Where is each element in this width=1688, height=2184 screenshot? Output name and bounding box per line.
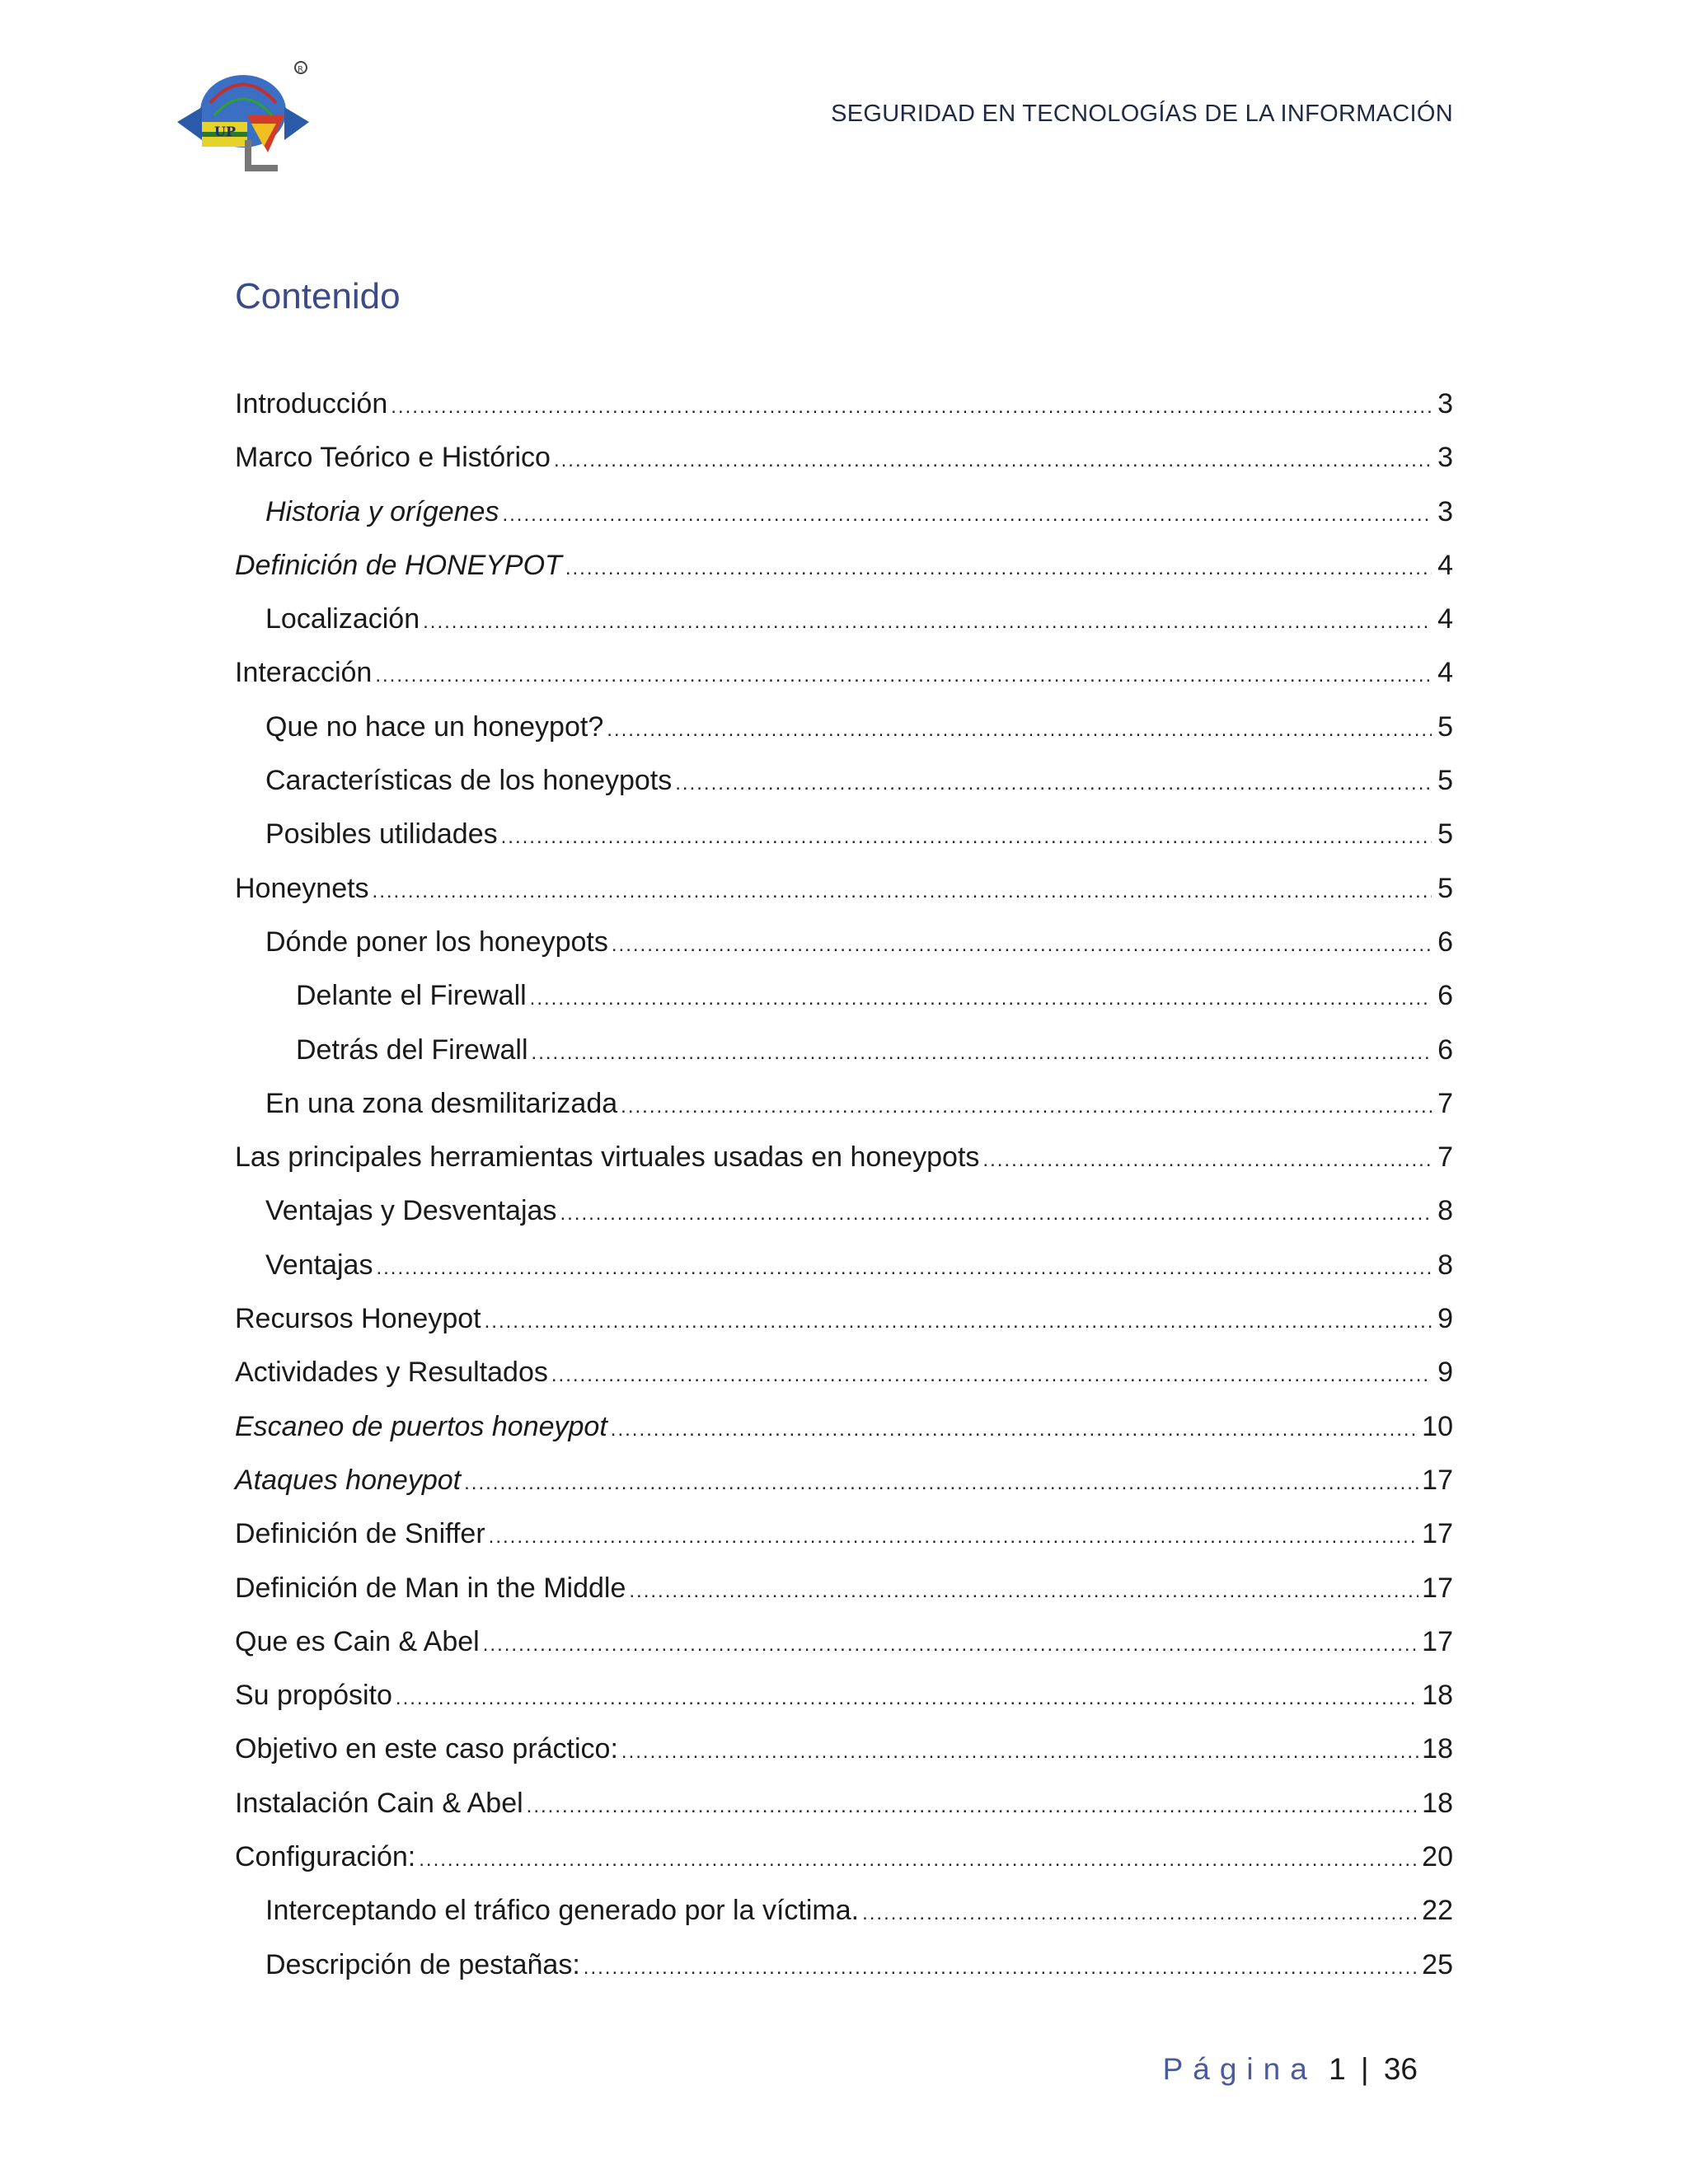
toc-entry-page[interactable]: 8 <box>1437 1249 1453 1281</box>
university-logo-icon <box>169 58 321 173</box>
toc-entry-title[interactable]: Delante el Firewall <box>296 980 527 1012</box>
toc-dot-leader <box>375 653 1432 699</box>
toc-entry-title[interactable]: Definición de Sniffer <box>235 1518 485 1550</box>
svg-text:R: R <box>298 65 303 74</box>
toc-dot-leader <box>489 1514 1419 1560</box>
toc-entry-title[interactable]: Detrás del Firewall <box>296 1033 528 1066</box>
toc-entry[interactable] <box>235 434 1453 488</box>
toc-entry[interactable] <box>235 1188 1453 1241</box>
toc-entry[interactable] <box>235 542 1453 596</box>
toc-entry-title[interactable]: Su propósito <box>235 1680 392 1712</box>
toc-entry-title[interactable]: Introducción <box>235 388 388 419</box>
toc-dot-leader <box>551 1352 1432 1399</box>
toc-entry-page[interactable]: 18 <box>1422 1787 1453 1819</box>
toc-entry-page[interactable]: 22 <box>1422 1895 1453 1927</box>
toc-entry-title[interactable]: Ventajas <box>265 1249 373 1281</box>
toc-entry-page[interactable]: 18 <box>1422 1733 1453 1765</box>
toc-entry-page[interactable]: 3 <box>1437 495 1453 527</box>
toc-dot-leader <box>532 1030 1432 1076</box>
toc-dot-leader <box>530 976 1432 1022</box>
toc-entry-title[interactable]: Escaneo de puertos honeypot <box>235 1410 607 1442</box>
toc-entry-title[interactable]: Definición de HONEYPOT <box>235 549 562 581</box>
toc-entry-title[interactable]: Definición de Man in the Middle <box>235 1572 626 1604</box>
toc-dot-leader <box>502 492 1432 538</box>
toc-entry[interactable] <box>235 1780 1453 1834</box>
toc-entry[interactable] <box>235 1080 1453 1134</box>
toc-entry-title[interactable]: Localización <box>265 603 420 635</box>
toc-entry-page[interactable]: 17 <box>1422 1518 1453 1550</box>
toc-entry[interactable] <box>235 596 1453 649</box>
toc-dot-leader <box>554 438 1432 484</box>
page-footer <box>1163 2052 1418 2087</box>
toc-entry[interactable] <box>235 1942 1453 1995</box>
toc-entry-page[interactable]: 5 <box>1437 710 1453 743</box>
footer-separator: | <box>1360 2052 1369 2086</box>
toc-entry[interactable] <box>235 1027 1453 1080</box>
toc-dot-leader <box>396 1675 1418 1722</box>
toc-entry[interactable] <box>235 1457 1453 1511</box>
toc-entry-title[interactable]: Descripción de pestañas: <box>265 1948 580 1980</box>
toc-entry-page[interactable]: 9 <box>1437 1303 1453 1335</box>
toc-entry-title[interactable]: Configuración: <box>235 1841 416 1873</box>
toc-entry-title[interactable]: Instalación Cain & Abel <box>235 1787 523 1819</box>
toc-entry-page[interactable]: 7 <box>1437 1141 1453 1174</box>
toc-dot-leader <box>485 1299 1432 1345</box>
toc-entry[interactable] <box>235 1134 1453 1188</box>
toc-entry-page[interactable]: 6 <box>1437 980 1453 1012</box>
toc-dot-leader <box>373 869 1432 915</box>
toc-entry-title[interactable]: Historia y orígenes <box>265 495 499 527</box>
toc-heading: Contenido <box>235 276 401 316</box>
toc-entry-page[interactable]: 5 <box>1437 818 1453 851</box>
toc-dot-leader <box>611 1407 1418 1453</box>
svg-text:UP: UP <box>214 124 236 139</box>
footer-total-pages: 36 <box>1383 2052 1418 2086</box>
toc-entry[interactable] <box>235 757 1453 811</box>
toc-entry-title[interactable]: Ataques honeypot <box>235 1464 462 1496</box>
toc-dot-leader <box>982 1137 1432 1183</box>
toc-entry-page[interactable]: 17 <box>1422 1464 1453 1496</box>
toc-entry[interactable] <box>235 865 1453 919</box>
toc-entry-page[interactable]: 5 <box>1437 872 1453 904</box>
toc-dot-leader <box>419 1837 1418 1883</box>
toc-entry[interactable] <box>235 649 1453 703</box>
toc-entry[interactable] <box>235 704 1453 757</box>
toc-entry-page[interactable]: 10 <box>1422 1410 1453 1442</box>
toc-dot-leader <box>527 1783 1419 1830</box>
toc-entry-page[interactable]: 4 <box>1437 603 1453 635</box>
table-of-contents <box>235 381 1453 1995</box>
toc-entry-page[interactable]: 8 <box>1437 1195 1453 1227</box>
toc-entry[interactable] <box>235 381 1453 434</box>
toc-entry-page[interactable]: 7 <box>1437 1087 1453 1119</box>
toc-entry-page[interactable]: 9 <box>1437 1357 1453 1389</box>
toc-entry-page[interactable]: 20 <box>1422 1841 1453 1873</box>
toc-entry[interactable] <box>235 1349 1453 1403</box>
toc-entry-title[interactable]: Las principales herramientas virtuales usadas en honeypots <box>235 1141 980 1174</box>
toc-dot-leader <box>675 761 1432 807</box>
toc-dot-leader <box>565 546 1432 592</box>
toc-entry-page[interactable]: 25 <box>1422 1948 1453 1980</box>
toc-entry-title[interactable]: Objetivo en este caso práctico: <box>235 1733 618 1765</box>
toc-entry-title[interactable]: Que no hace un honeypot? <box>265 710 604 743</box>
toc-entry-title[interactable]: Honeynets <box>235 872 369 904</box>
toc-entry[interactable] <box>235 972 1453 1026</box>
toc-entry-title[interactable]: Actividades y Resultados <box>235 1357 548 1389</box>
toc-entry[interactable] <box>235 811 1453 865</box>
toc-entry-title[interactable]: Recursos Honeypot <box>235 1303 481 1335</box>
toc-entry-title[interactable]: Que es Cain & Abel <box>235 1625 480 1657</box>
toc-entry-page[interactable]: 18 <box>1422 1680 1453 1712</box>
toc-dot-leader <box>464 1460 1418 1507</box>
toc-entry-page[interactable]: 6 <box>1437 1033 1453 1066</box>
toc-entry[interactable] <box>235 919 1453 972</box>
toc-entry-page[interactable]: 4 <box>1437 549 1453 581</box>
toc-dot-leader <box>621 1084 1432 1130</box>
toc-entry-page[interactable]: 4 <box>1437 657 1453 689</box>
header-title: SEGURIDAD EN TECNOLOGÍAS DE LA INFORMACIÓN <box>831 101 1453 127</box>
toc-dot-leader <box>560 1191 1432 1237</box>
toc-entry[interactable] <box>235 1296 1453 1349</box>
toc-dot-leader <box>376 1245 1432 1291</box>
footer-page-label: Página <box>1162 2052 1317 2086</box>
footer-current-page: 1 <box>1329 2052 1346 2086</box>
toc-entry-page[interactable]: 3 <box>1437 442 1453 474</box>
toc-dot-leader <box>607 707 1432 753</box>
toc-entry-page[interactable]: 17 <box>1422 1625 1453 1657</box>
toc-entry-title[interactable]: Interacción <box>235 657 373 689</box>
toc-entry-title[interactable]: Características de los honeypots <box>265 765 673 797</box>
toc-entry[interactable] <box>235 489 1453 542</box>
toc-entry[interactable] <box>235 1887 1453 1941</box>
toc-entry-page[interactable]: 3 <box>1437 388 1453 419</box>
toc-dot-leader <box>612 922 1432 968</box>
toc-dot-leader <box>621 1729 1418 1775</box>
toc-entry-title[interactable]: Ventajas y Desventajas <box>265 1195 557 1227</box>
toc-dot-leader <box>629 1568 1418 1615</box>
toc-entry-title[interactable]: Marco Teórico e Histórico <box>235 442 551 474</box>
toc-entry[interactable] <box>235 1726 1453 1779</box>
toc-entry[interactable] <box>235 1242 1453 1296</box>
toc-dot-leader <box>483 1622 1418 1668</box>
toc-entry-title[interactable]: Interceptando el tráfico generado por la víctima. <box>265 1895 860 1927</box>
toc-entry-page[interactable]: 5 <box>1437 765 1453 797</box>
toc-entry[interactable] <box>235 1672 1453 1726</box>
toc-dot-leader <box>862 1891 1418 1937</box>
toc-entry-page[interactable]: 6 <box>1437 926 1453 958</box>
toc-entry-page[interactable]: 17 <box>1422 1572 1453 1604</box>
toc-dot-leader <box>391 384 1432 430</box>
toc-dot-leader <box>423 599 1432 645</box>
toc-entry-title[interactable]: En una zona desmilitarizada <box>265 1087 618 1119</box>
toc-entry[interactable] <box>235 1511 1453 1564</box>
toc-entry-title[interactable]: Dónde poner los honeypots <box>265 926 608 958</box>
toc-entry-title[interactable]: Posibles utilidades <box>265 818 498 851</box>
toc-entry[interactable] <box>235 1619 1453 1672</box>
toc-entry[interactable] <box>235 1565 1453 1619</box>
toc-entry[interactable] <box>235 1404 1453 1457</box>
toc-entry[interactable] <box>235 1834 1453 1887</box>
toc-dot-leader <box>584 1945 1418 1991</box>
toc-dot-leader <box>501 814 1432 860</box>
